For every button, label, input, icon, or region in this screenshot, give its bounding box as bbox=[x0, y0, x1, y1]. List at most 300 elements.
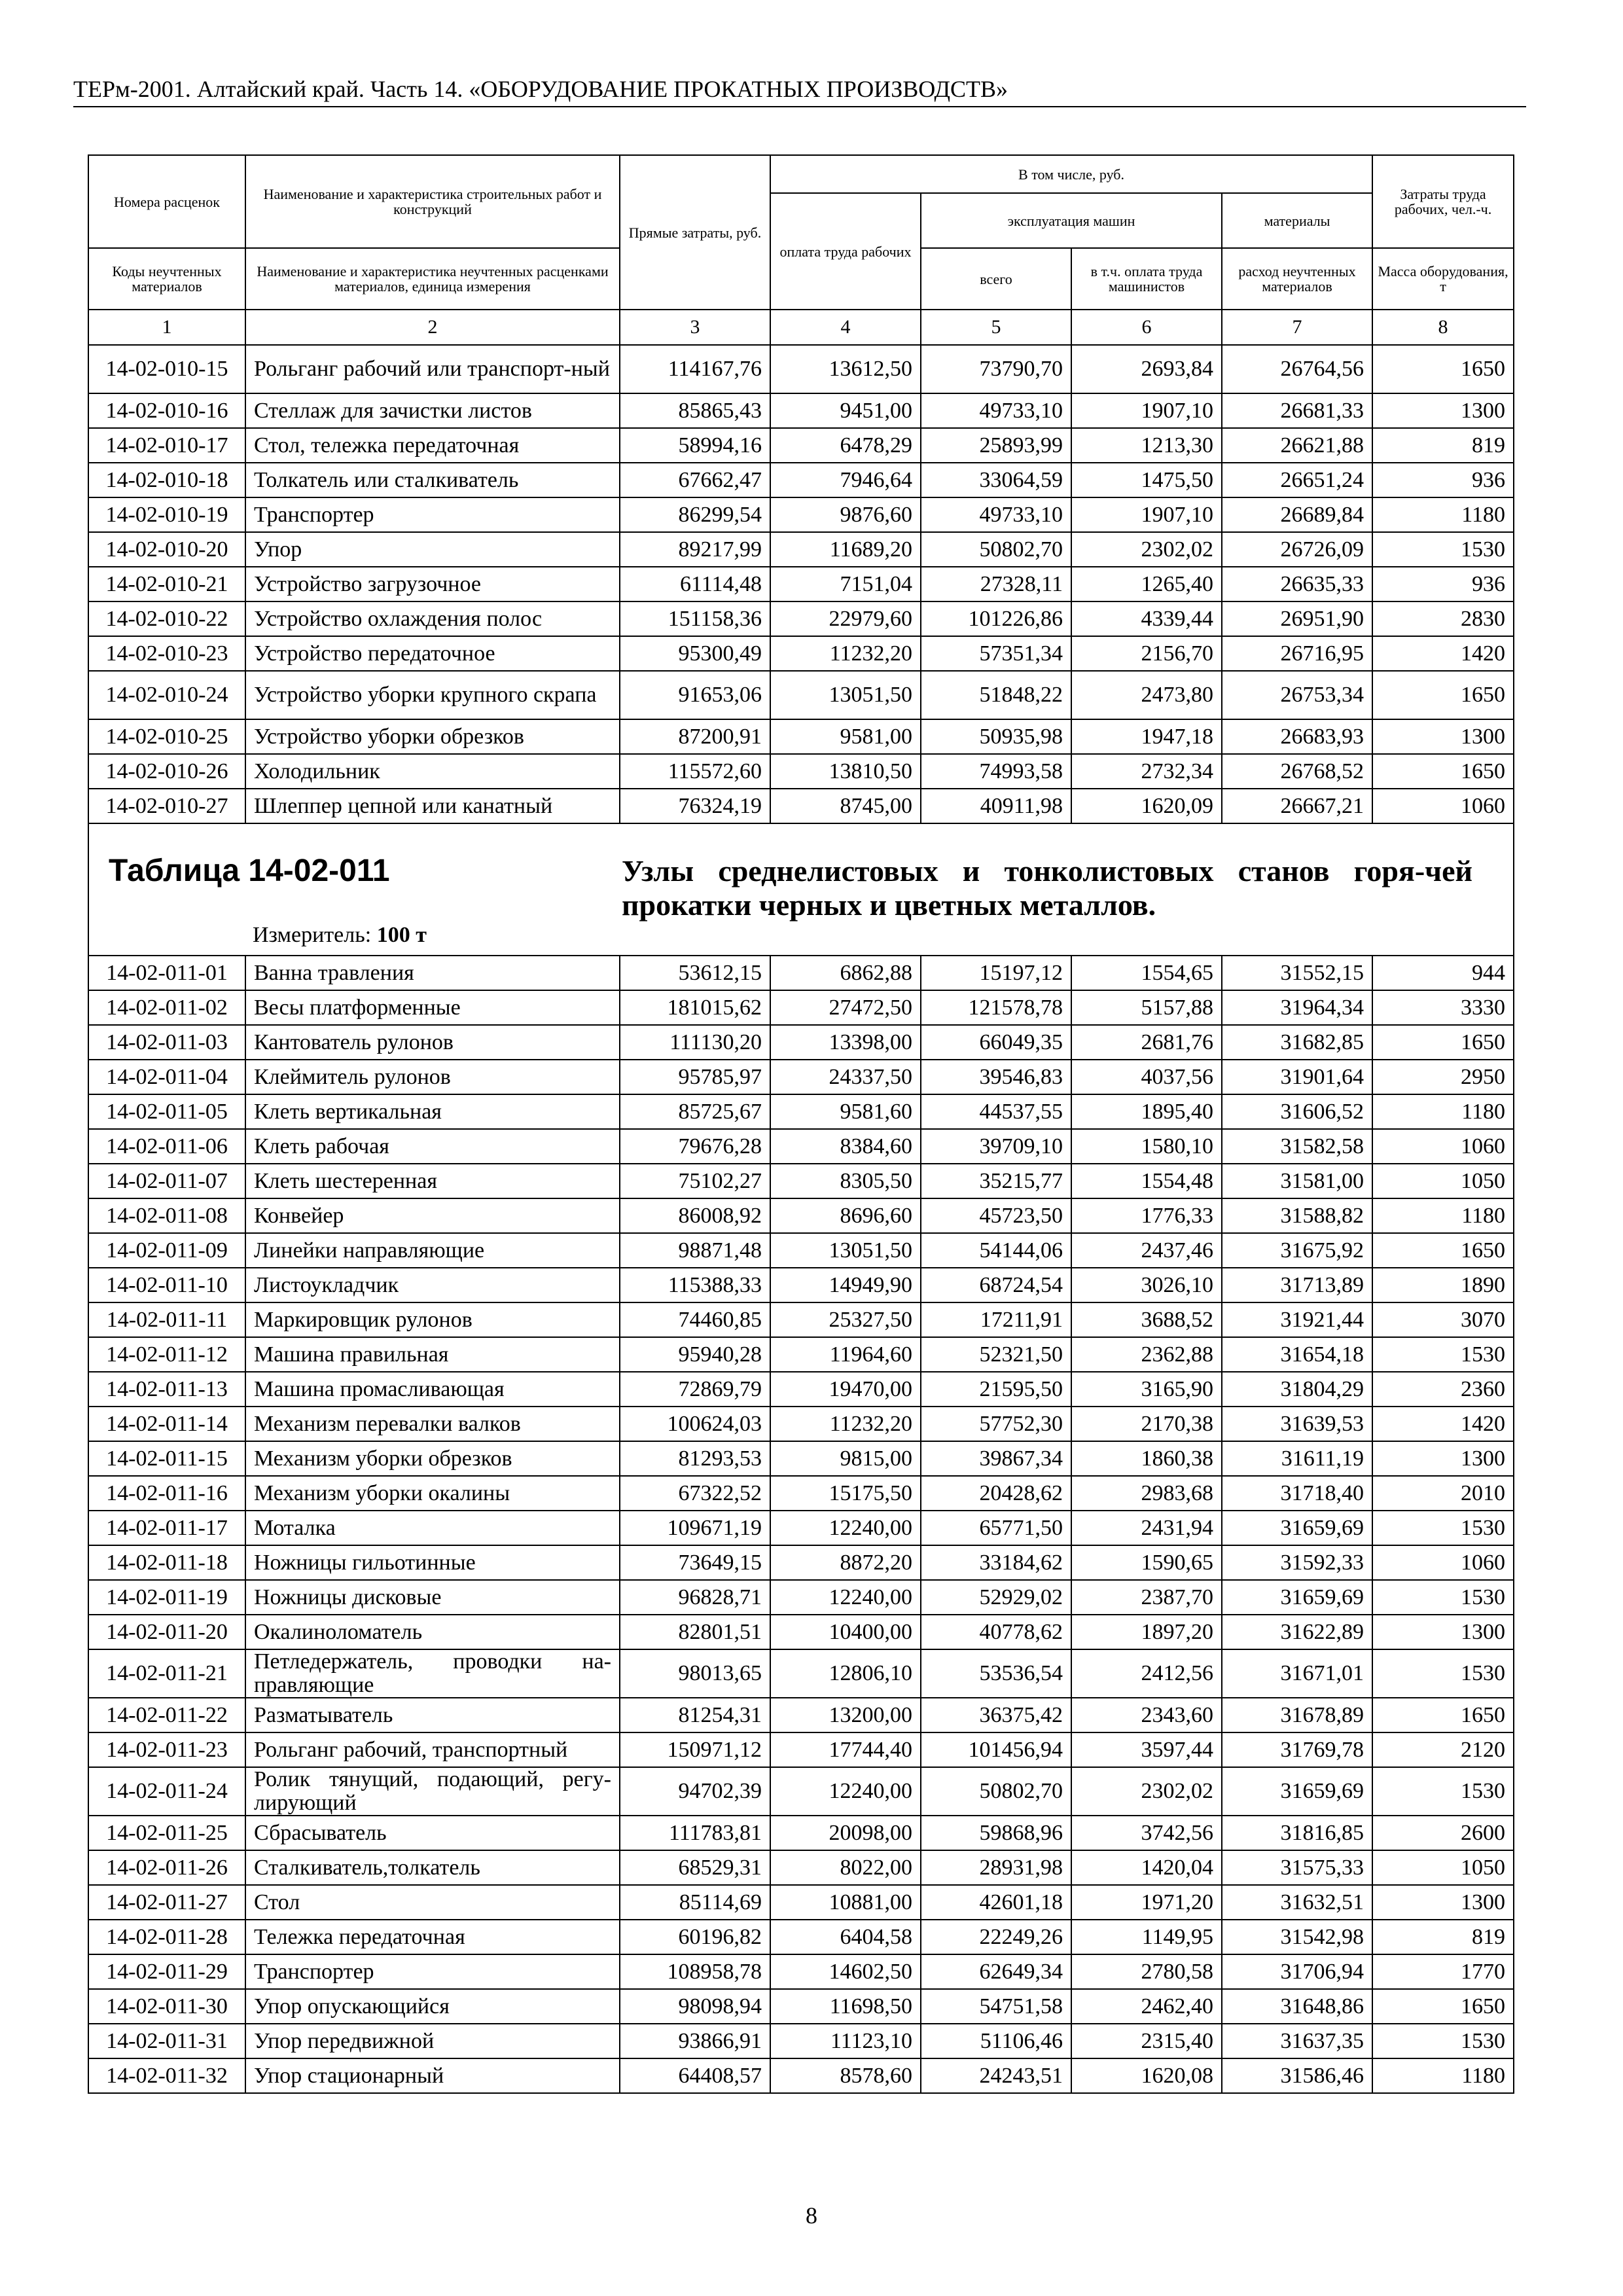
rate-code: 14-02-011-10 bbox=[88, 1268, 245, 1302]
labor-pay: 14949,90 bbox=[770, 1268, 921, 1302]
rate-code: 14-02-011-15 bbox=[88, 1441, 245, 1476]
table-row bbox=[88, 1580, 1514, 1615]
item-name-text: Маркировщик рулонов bbox=[254, 1307, 473, 1332]
mass: 944 bbox=[1372, 956, 1514, 990]
rate-code: 14-02-011-26 bbox=[88, 1850, 245, 1885]
mass: 1420 bbox=[1372, 636, 1514, 671]
direct-costs: 85725,67 bbox=[620, 1094, 770, 1129]
machines-labor: 3742,56 bbox=[1071, 1816, 1222, 1850]
mass: 1300 bbox=[1372, 1615, 1514, 1649]
rate-code: 14-02-011-12 bbox=[88, 1337, 245, 1372]
mass: 1530 bbox=[1372, 1580, 1514, 1615]
column-number: 7 bbox=[1222, 310, 1372, 345]
item-name bbox=[245, 1698, 620, 1732]
machines-labor: 1776,33 bbox=[1071, 1198, 1222, 1233]
table-row bbox=[88, 1816, 1514, 1850]
materials-unaccounted: 31678,89 bbox=[1222, 1698, 1372, 1732]
machines-total: 39709,10 bbox=[921, 1129, 1071, 1164]
item-name bbox=[245, 1164, 620, 1198]
direct-costs: 86008,92 bbox=[620, 1198, 770, 1233]
machines-total: 121578,78 bbox=[921, 990, 1071, 1025]
direct-costs: 81254,31 bbox=[620, 1698, 770, 1732]
labor-pay: 13051,50 bbox=[770, 671, 921, 719]
machines-total: 49733,10 bbox=[921, 393, 1071, 428]
machines-labor: 4339,44 bbox=[1071, 601, 1222, 636]
materials-unaccounted: 26689,84 bbox=[1222, 497, 1372, 532]
direct-costs: 115572,60 bbox=[620, 754, 770, 789]
materials-unaccounted: 26753,34 bbox=[1222, 671, 1372, 719]
materials-unaccounted: 26951,90 bbox=[1222, 601, 1372, 636]
labor-pay: 9451,00 bbox=[770, 393, 921, 428]
machines-labor: 2302,02 bbox=[1071, 532, 1222, 567]
item-name bbox=[245, 1816, 620, 1850]
materials-unaccounted: 31675,92 bbox=[1222, 1233, 1372, 1268]
machines-labor: 4037,56 bbox=[1071, 1060, 1222, 1094]
table-row bbox=[88, 393, 1514, 428]
item-name bbox=[245, 1989, 620, 2024]
item-name-text: Листоукладчик bbox=[254, 1272, 399, 1297]
item-name-text: Клеймитель рулонов bbox=[254, 1064, 451, 1089]
rate-code: 14-02-011-24 bbox=[88, 1767, 245, 1816]
materials-unaccounted: 31964,34 bbox=[1222, 990, 1372, 1025]
direct-costs: 64408,57 bbox=[620, 2058, 770, 2093]
table-row bbox=[88, 1337, 1514, 1372]
labor-pay: 6478,29 bbox=[770, 428, 921, 463]
item-name bbox=[245, 1337, 620, 1372]
labor-pay: 8745,00 bbox=[770, 789, 921, 823]
machines-total: 17211,91 bbox=[921, 1302, 1071, 1337]
column-number: 2 bbox=[245, 310, 620, 345]
materials-unaccounted: 31606,52 bbox=[1222, 1094, 1372, 1129]
machines-labor: 1554,65 bbox=[1071, 956, 1222, 990]
table-row bbox=[88, 532, 1514, 567]
rate-code: 14-02-010-25 bbox=[88, 719, 245, 754]
item-name bbox=[245, 1732, 620, 1767]
mass: 1890 bbox=[1372, 1268, 1514, 1302]
machines-labor: 1947,18 bbox=[1071, 719, 1222, 754]
mass: 1650 bbox=[1372, 1989, 1514, 2024]
table-row bbox=[88, 1885, 1514, 1920]
item-name-text: Транспортер bbox=[254, 1959, 374, 1984]
machines-labor: 1149,95 bbox=[1071, 1920, 1222, 1954]
mass: 2120 bbox=[1372, 1732, 1514, 1767]
labor-pay: 8872,20 bbox=[770, 1545, 921, 1580]
mass: 1530 bbox=[1372, 1337, 1514, 1372]
materials-unaccounted: 26651,24 bbox=[1222, 463, 1372, 497]
item-name bbox=[245, 671, 620, 719]
item-name-text: Упор передвижной bbox=[254, 2028, 435, 2053]
direct-costs: 111130,20 bbox=[620, 1025, 770, 1060]
machines-labor: 3597,44 bbox=[1071, 1732, 1222, 1767]
machines-labor: 2473,80 bbox=[1071, 671, 1222, 719]
mass: 3070 bbox=[1372, 1302, 1514, 1337]
materials-unaccounted: 26683,93 bbox=[1222, 719, 1372, 754]
table-011-caption: Узлы среднелистовых и тонколистовых станов горя-чей прокатки черных и цветных металлов. bbox=[622, 854, 1472, 922]
labor-pay: 11689,20 bbox=[770, 532, 921, 567]
item-name-text: Устройство загрузочное bbox=[254, 571, 481, 596]
mass: 1650 bbox=[1372, 1698, 1514, 1732]
machines-total: 62649,34 bbox=[921, 1954, 1071, 1989]
item-name bbox=[245, 1885, 620, 1920]
table-row bbox=[88, 789, 1514, 823]
materials-unaccounted: 31611,19 bbox=[1222, 1441, 1372, 1476]
item-name bbox=[245, 1954, 620, 1989]
labor-pay: 9581,00 bbox=[770, 719, 921, 754]
item-name-text: Механизм перевалки валков bbox=[254, 1411, 521, 1436]
measure-value: 100 т bbox=[376, 923, 427, 947]
direct-costs: 76324,19 bbox=[620, 789, 770, 823]
machines-total: 25893,99 bbox=[921, 428, 1071, 463]
rate-code: 14-02-011-06 bbox=[88, 1129, 245, 1164]
machines-labor: 1895,40 bbox=[1071, 1094, 1222, 1129]
item-name-text: Рольганг рабочий, транспортный bbox=[254, 1737, 568, 1762]
machines-total: 22249,26 bbox=[921, 1920, 1071, 1954]
item-name-text: Ванна травления bbox=[254, 960, 414, 985]
mass: 1650 bbox=[1372, 671, 1514, 719]
direct-costs: 67662,47 bbox=[620, 463, 770, 497]
direct-costs: 98013,65 bbox=[620, 1649, 770, 1698]
machines-total: 57351,34 bbox=[921, 636, 1071, 671]
direct-costs: 91653,06 bbox=[620, 671, 770, 719]
item-name-text: Моталка bbox=[254, 1515, 336, 1540]
machines-labor: 2387,70 bbox=[1071, 1580, 1222, 1615]
mass: 1650 bbox=[1372, 754, 1514, 789]
rate-code: 14-02-011-17 bbox=[88, 1511, 245, 1545]
item-name-text: Клеть вертикальная bbox=[254, 1099, 442, 1124]
header-code: Номера расценок bbox=[88, 155, 245, 248]
mass: 1530 bbox=[1372, 1649, 1514, 1698]
table-011-measure bbox=[253, 922, 427, 948]
table-row bbox=[88, 1732, 1514, 1767]
direct-costs: 95940,28 bbox=[620, 1337, 770, 1372]
column-number: 3 bbox=[620, 310, 770, 345]
rate-code: 14-02-011-20 bbox=[88, 1615, 245, 1649]
item-name bbox=[245, 1545, 620, 1580]
machines-labor: 1213,30 bbox=[1071, 428, 1222, 463]
column-number: 5 bbox=[921, 310, 1071, 345]
machines-labor: 1620,08 bbox=[1071, 2058, 1222, 2093]
machines-total: 74993,58 bbox=[921, 754, 1071, 789]
labor-pay: 6862,88 bbox=[770, 956, 921, 990]
machines-total: 101456,94 bbox=[921, 1732, 1071, 1767]
item-name bbox=[245, 1302, 620, 1337]
labor-pay: 8022,00 bbox=[770, 1850, 921, 1885]
item-name bbox=[245, 1233, 620, 1268]
rate-code: 14-02-011-27 bbox=[88, 1885, 245, 1920]
machines-total: 52321,50 bbox=[921, 1337, 1071, 1372]
labor-pay: 13398,00 bbox=[770, 1025, 921, 1060]
labor-pay: 7946,64 bbox=[770, 463, 921, 497]
table-row bbox=[88, 1060, 1514, 1094]
item-name bbox=[245, 1198, 620, 1233]
rate-code: 14-02-011-32 bbox=[88, 2058, 245, 2093]
direct-costs: 181015,62 bbox=[620, 990, 770, 1025]
item-name bbox=[245, 1649, 620, 1698]
materials-unaccounted: 31637,35 bbox=[1222, 2024, 1372, 2058]
item-name-text: Окалиноломатель bbox=[254, 1619, 423, 1644]
direct-costs: 150971,12 bbox=[620, 1732, 770, 1767]
machines-labor: 1860,38 bbox=[1071, 1441, 1222, 1476]
materials-unaccounted: 31586,46 bbox=[1222, 2058, 1372, 2093]
page-number: 8 bbox=[806, 2202, 817, 2229]
materials-unaccounted: 31659,69 bbox=[1222, 1767, 1372, 1816]
item-name bbox=[245, 1441, 620, 1476]
item-name bbox=[245, 990, 620, 1025]
machines-labor: 2170,38 bbox=[1071, 1407, 1222, 1441]
direct-costs: 89217,99 bbox=[620, 532, 770, 567]
item-name bbox=[245, 1060, 620, 1094]
materials-unaccounted: 31769,78 bbox=[1222, 1732, 1372, 1767]
rate-code: 14-02-011-09 bbox=[88, 1233, 245, 1268]
rate-code: 14-02-010-24 bbox=[88, 671, 245, 719]
rate-code: 14-02-010-23 bbox=[88, 636, 245, 671]
item-name bbox=[245, 2058, 620, 2093]
direct-costs: 58994,16 bbox=[620, 428, 770, 463]
item-name bbox=[245, 1407, 620, 1441]
table-row bbox=[88, 1698, 1514, 1732]
rate-code: 14-02-011-11 bbox=[88, 1302, 245, 1337]
labor-pay: 11123,10 bbox=[770, 2024, 921, 2058]
item-name-text: Холодильник bbox=[254, 759, 380, 783]
machines-total: 20428,62 bbox=[921, 1476, 1071, 1511]
rate-code: 14-02-011-05 bbox=[88, 1094, 245, 1129]
rates-table bbox=[88, 154, 1514, 2094]
rate-code: 14-02-011-16 bbox=[88, 1476, 245, 1511]
materials-unaccounted: 31622,89 bbox=[1222, 1615, 1372, 1649]
header-labor-hours: Затраты труда рабочих, чел.-ч. bbox=[1372, 155, 1514, 248]
item-name bbox=[245, 393, 620, 428]
running-head: ТЕРм-2001. Алтайский край. Часть 14. «ОБОРУДОВАНИЕ ПРОКАТНЫХ ПРОИЗВОДСТВ» bbox=[73, 76, 1008, 102]
materials-unaccounted: 31706,94 bbox=[1222, 1954, 1372, 1989]
direct-costs: 94702,39 bbox=[620, 1767, 770, 1816]
rate-code: 14-02-010-18 bbox=[88, 463, 245, 497]
machines-total: 54144,06 bbox=[921, 1233, 1071, 1268]
item-name bbox=[245, 532, 620, 567]
item-name-text: Ролик тянущий, подающий, регу-лирующий bbox=[254, 1767, 611, 1815]
item-name-text: Устройство передаточное bbox=[254, 641, 495, 666]
header-including: В том числе, руб. bbox=[770, 155, 1372, 193]
direct-costs: 74460,85 bbox=[620, 1302, 770, 1337]
labor-pay: 9815,00 bbox=[770, 1441, 921, 1476]
rate-code: 14-02-011-18 bbox=[88, 1545, 245, 1580]
item-name bbox=[245, 463, 620, 497]
item-name-text: Устройство уборки крупного скрапа bbox=[254, 683, 597, 707]
item-name bbox=[245, 1476, 620, 1511]
machines-labor: 2732,34 bbox=[1071, 754, 1222, 789]
item-name bbox=[245, 601, 620, 636]
rate-code: 14-02-011-22 bbox=[88, 1698, 245, 1732]
measure-label: Измеритель: bbox=[253, 923, 372, 947]
mass: 3330 bbox=[1372, 990, 1514, 1025]
item-name bbox=[245, 754, 620, 789]
item-name-text: Механизм уборки окалины bbox=[254, 1480, 510, 1505]
materials-unaccounted: 31592,33 bbox=[1222, 1545, 1372, 1580]
rate-code: 14-02-011-02 bbox=[88, 990, 245, 1025]
machines-labor: 2462,40 bbox=[1071, 1989, 1222, 2024]
rate-code: 14-02-011-31 bbox=[88, 2024, 245, 2058]
machines-labor: 2315,40 bbox=[1071, 2024, 1222, 2058]
table-row bbox=[88, 754, 1514, 789]
item-name bbox=[245, 1850, 620, 1885]
direct-costs: 151158,36 bbox=[620, 601, 770, 636]
labor-pay: 13200,00 bbox=[770, 1698, 921, 1732]
machines-total: 42601,18 bbox=[921, 1885, 1071, 1920]
table-row bbox=[88, 1025, 1514, 1060]
machines-total: 73790,70 bbox=[921, 345, 1071, 393]
header-direct-costs: Прямые затраты, руб. bbox=[620, 155, 770, 310]
machines-labor: 5157,88 bbox=[1071, 990, 1222, 1025]
materials-unaccounted: 26667,21 bbox=[1222, 789, 1372, 823]
item-name-text: Транспортер bbox=[254, 502, 374, 527]
direct-costs: 82801,51 bbox=[620, 1615, 770, 1649]
item-name-text: Машина правильная bbox=[254, 1342, 449, 1367]
labor-pay: 20098,00 bbox=[770, 1816, 921, 1850]
machines-labor: 3165,90 bbox=[1071, 1372, 1222, 1407]
direct-costs: 67322,52 bbox=[620, 1476, 770, 1511]
materials-unaccounted: 31804,29 bbox=[1222, 1372, 1372, 1407]
machines-total: 44537,55 bbox=[921, 1094, 1071, 1129]
mass: 1060 bbox=[1372, 789, 1514, 823]
labor-pay: 19470,00 bbox=[770, 1372, 921, 1407]
machines-labor: 3026,10 bbox=[1071, 1268, 1222, 1302]
table-row bbox=[88, 1989, 1514, 2024]
mass: 1300 bbox=[1372, 719, 1514, 754]
machines-labor: 1475,50 bbox=[1071, 463, 1222, 497]
machines-total: 24243,51 bbox=[921, 2058, 1071, 2093]
machines-labor: 3688,52 bbox=[1071, 1302, 1222, 1337]
item-name bbox=[245, 1615, 620, 1649]
rate-code: 14-02-010-21 bbox=[88, 567, 245, 601]
direct-costs: 72869,79 bbox=[620, 1372, 770, 1407]
machines-total: 35215,77 bbox=[921, 1164, 1071, 1198]
direct-costs: 81293,53 bbox=[620, 1441, 770, 1476]
table-row bbox=[88, 990, 1514, 1025]
labor-pay: 8384,60 bbox=[770, 1129, 921, 1164]
rate-code: 14-02-011-29 bbox=[88, 1954, 245, 1989]
header-code-alt: Коды неучтенных материалов bbox=[88, 248, 245, 310]
item-name-text: Упор bbox=[254, 537, 302, 562]
direct-costs: 100624,03 bbox=[620, 1407, 770, 1441]
labor-pay: 12240,00 bbox=[770, 1767, 921, 1816]
machines-labor: 1897,20 bbox=[1071, 1615, 1222, 1649]
mass: 1300 bbox=[1372, 393, 1514, 428]
machines-labor: 1620,09 bbox=[1071, 789, 1222, 823]
mass: 1180 bbox=[1372, 1094, 1514, 1129]
column-number: 1 bbox=[88, 310, 245, 345]
item-name-text: Упор стационарный bbox=[254, 2063, 444, 2088]
direct-costs: 86299,54 bbox=[620, 497, 770, 532]
direct-costs: 79676,28 bbox=[620, 1129, 770, 1164]
machines-labor: 1907,10 bbox=[1071, 393, 1222, 428]
item-name bbox=[245, 1025, 620, 1060]
header-machines: эксплуатация машин bbox=[921, 193, 1222, 248]
table-011-body bbox=[88, 956, 1514, 2093]
mass: 1420 bbox=[1372, 1407, 1514, 1441]
rate-code: 14-02-011-07 bbox=[88, 1164, 245, 1198]
machines-total: 21595,50 bbox=[921, 1372, 1071, 1407]
machines-total: 40778,62 bbox=[921, 1615, 1071, 1649]
mass: 1060 bbox=[1372, 1129, 1514, 1164]
machines-total: 66049,35 bbox=[921, 1025, 1071, 1060]
item-name-text: Механизм уборки обрезков bbox=[254, 1446, 512, 1471]
labor-pay: 22979,60 bbox=[770, 601, 921, 636]
item-name-text: Ножницы дисковые bbox=[254, 1585, 442, 1609]
materials-unaccounted: 31713,89 bbox=[1222, 1268, 1372, 1302]
labor-pay: 9581,60 bbox=[770, 1094, 921, 1129]
item-name-text: Сбрасыватель bbox=[254, 1820, 387, 1845]
materials-unaccounted: 31901,64 bbox=[1222, 1060, 1372, 1094]
mass: 936 bbox=[1372, 463, 1514, 497]
table-row bbox=[88, 1233, 1514, 1268]
labor-pay: 6404,58 bbox=[770, 1920, 921, 1954]
materials-unaccounted: 26681,33 bbox=[1222, 393, 1372, 428]
item-name-text: Разматыватель bbox=[254, 1702, 393, 1727]
materials-unaccounted: 26768,52 bbox=[1222, 754, 1372, 789]
table-row bbox=[88, 345, 1514, 393]
mass: 2950 bbox=[1372, 1060, 1514, 1094]
mass: 936 bbox=[1372, 567, 1514, 601]
direct-costs: 73649,15 bbox=[620, 1545, 770, 1580]
materials-unaccounted: 26621,88 bbox=[1222, 428, 1372, 463]
header-machines-labor: в т.ч. оплата труда машинистов bbox=[1071, 248, 1222, 310]
item-name bbox=[245, 1511, 620, 1545]
machines-labor: 1971,20 bbox=[1071, 1885, 1222, 1920]
table-row bbox=[88, 1920, 1514, 1954]
machines-total: 28931,98 bbox=[921, 1850, 1071, 1885]
rate-code: 14-02-011-21 bbox=[88, 1649, 245, 1698]
rate-code: 14-02-011-03 bbox=[88, 1025, 245, 1060]
labor-pay: 11698,50 bbox=[770, 1989, 921, 2024]
rate-code: 14-02-011-19 bbox=[88, 1580, 245, 1615]
machines-labor: 2693,84 bbox=[1071, 345, 1222, 393]
machines-total: 51106,46 bbox=[921, 2024, 1071, 2058]
direct-costs: 85865,43 bbox=[620, 393, 770, 428]
machines-labor: 2437,46 bbox=[1071, 1233, 1222, 1268]
item-name-text: Машина промасливающая bbox=[254, 1376, 505, 1401]
header-rule bbox=[73, 106, 1526, 107]
item-name-text: Весы платформенные bbox=[254, 995, 461, 1020]
labor-pay: 15175,50 bbox=[770, 1476, 921, 1511]
labor-pay: 7151,04 bbox=[770, 567, 921, 601]
mass: 1530 bbox=[1372, 1767, 1514, 1816]
machines-labor: 1580,10 bbox=[1071, 1129, 1222, 1164]
rate-code: 14-02-010-19 bbox=[88, 497, 245, 532]
item-name bbox=[245, 1094, 620, 1129]
item-name-text: Стол, тележка передаточная bbox=[254, 433, 520, 457]
materials-unaccounted: 31581,00 bbox=[1222, 1164, 1372, 1198]
item-name-text: Стол bbox=[254, 1890, 300, 1914]
labor-pay: 8578,60 bbox=[770, 2058, 921, 2093]
table-row bbox=[88, 2024, 1514, 2058]
mass: 1180 bbox=[1372, 1198, 1514, 1233]
rate-code: 14-02-010-22 bbox=[88, 601, 245, 636]
direct-costs: 108958,78 bbox=[620, 1954, 770, 1989]
rate-code: 14-02-011-30 bbox=[88, 1989, 245, 2024]
machines-total: 53536,54 bbox=[921, 1649, 1071, 1698]
direct-costs: 96828,71 bbox=[620, 1580, 770, 1615]
direct-costs: 95300,49 bbox=[620, 636, 770, 671]
direct-costs: 95785,97 bbox=[620, 1060, 770, 1094]
materials-unaccounted: 31921,44 bbox=[1222, 1302, 1372, 1337]
item-name-text: Клеть рабочая bbox=[254, 1134, 389, 1158]
table-row bbox=[88, 1476, 1514, 1511]
materials-unaccounted: 31718,40 bbox=[1222, 1476, 1372, 1511]
materials-unaccounted: 31682,85 bbox=[1222, 1025, 1372, 1060]
materials-unaccounted: 26726,09 bbox=[1222, 532, 1372, 567]
machines-labor: 2362,88 bbox=[1071, 1337, 1222, 1372]
machines-labor: 2302,02 bbox=[1071, 1767, 1222, 1816]
materials-unaccounted: 31632,51 bbox=[1222, 1885, 1372, 1920]
